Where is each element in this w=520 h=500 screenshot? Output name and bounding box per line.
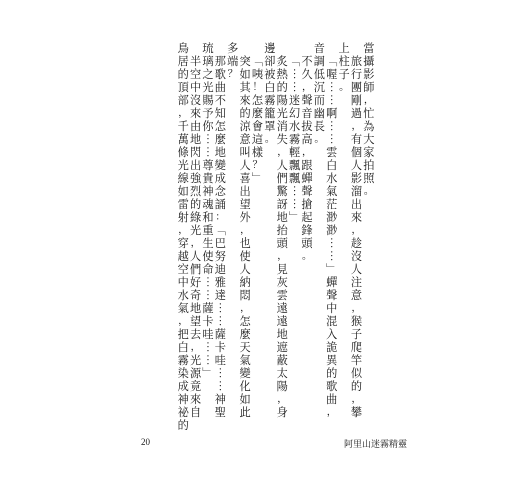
text-column: 炙 熱 的 陽 光 消 失 ， 人 們 驚 訝 地 抬 頭 ， 見 灰 雲 遠 遠 地 遮 蔽 太 陽 ， 身 xyxy=(276,55,288,419)
page-number: 20 xyxy=(141,437,150,447)
text-column: 不 久 ， 聲 音 拔 高 ， 跟 蟬 聲 搶 起 鋒 頭 。 xyxy=(301,55,313,262)
text-column: ﹁ 喔 ︙ ︙ 啊 ︙ ︙ 雲 白 水 氣 茫 渺 渺 ︙ ︙ ﹂ 蟬 聲 中 混 入 詭 異 的 歌 曲 ， xyxy=(326,55,338,418)
text-column: 當 攝 影 師 ， 忙 為 大 家 拍 照 。 xyxy=(363,42,375,197)
book-title: 阿里山迷霧精靈 xyxy=(344,440,408,450)
text-column: 上 柱 子 。 xyxy=(338,42,350,93)
text-column: 多 端 ？ xyxy=(227,42,239,80)
text-column: 邊 卻 被 白 霧 籠 罩 。 xyxy=(264,42,276,145)
text-column: ﹁ 咦 ！ 怎 麼 會 這 樣 ？ ﹂ xyxy=(251,55,264,185)
text-column: 琉 璃 之 光 賜 予 你 ︙ ︙ 尊 貴 神 魂 和 重 生 使 命 ︙ ︙ 薩 卡 哇 ︙ ︙ ﹂ xyxy=(202,42,214,380)
text-column: ﹁ ︙ ︙ 迷 幻 水 霧 輕 飄 飄 ︙ ︙ ﹂ xyxy=(289,55,301,224)
text-column: 那 歌 曲 不 知 怎 麼 地 變 成 念 誦 ： ﹁ 巴 努 迪 雅 達 ︙ ︙ 薩 卡 哇 ︙ ︙ 神 聖 xyxy=(214,55,226,419)
text-column: 半 空 中 沒 來 由 地 閃 出 強 烈 的 綠 光 ， 人 們 好 奇 地 望 去 ， 光 源 竟 來 自 xyxy=(190,55,202,419)
text-column: 鳥 居 的 頂 部 ， 千 萬 條 光 線 如 雷 射 ， 穿 越 空 中 水 氣 ， 把 白 霧 染 成 神 祕 的 xyxy=(177,42,189,432)
text-column: 旅 行 團 剛 過 ， 有 個 人 影 溜 出 來 ， 趁 沒 人 注 意 ， 猴 子 爬 竿 似 的 ， 攀 xyxy=(350,55,363,419)
text-column: 突 如 其 來 的 涼 意 叫 人 喜 出 望 外 ， 也 使 人 納 悶 ， 怎 麼 天 氣 變 化 如 此 xyxy=(239,55,251,419)
text-column: 音 調 低 沉 而 幽 長 。 xyxy=(313,42,325,145)
vertical-text-body xyxy=(175,42,375,432)
